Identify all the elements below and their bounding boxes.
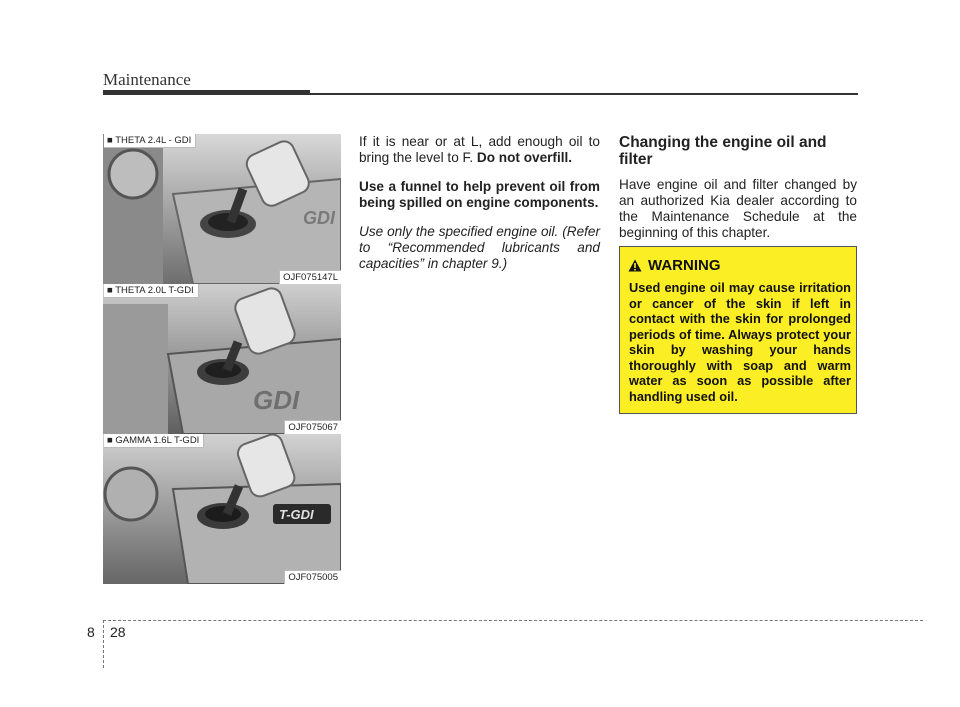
photo-code: OJF075147L [279, 270, 341, 284]
oil-change-section [619, 134, 857, 241]
svg-text:GDI: GDI [253, 385, 300, 415]
warning-text: Used engine oil may cause irritation or cancer of the skin if left in contact with the skin for prolonged periods of time. Always protect your skin by washing your hands thoroughly with soap and warm water as soon as possible after handling used oil. [629, 280, 851, 404]
photo-label: ■ GAMMA 1.6L T-GDI [104, 434, 204, 448]
section-heading: Changing the engine oil and filter [619, 134, 827, 168]
photo-code: OJF075005 [284, 570, 341, 584]
warning-header [628, 257, 721, 274]
engine-illustration [103, 134, 341, 284]
running-header: Maintenance [103, 70, 191, 89]
engine-illustration [103, 284, 341, 434]
photo-code: OJF075067 [284, 420, 341, 434]
section-body: Have engine oil and filter changed by an authorized Kia dealer according to the Maintenance Schedule at the beginning of this chapter. [619, 177, 857, 240]
fill-instruction: If it is near or at L, add enough oil to bring the level to F. Do not overfill. [359, 134, 600, 165]
svg-text:GDI: GDI [303, 208, 336, 228]
engine-illustration [103, 434, 341, 584]
header-rule-thin [310, 93, 858, 95]
oil-spec-note: Use only the specified engine oil. (Refer to “Recommended lubricants and capacities” in chapter 9.) [359, 224, 600, 271]
footer-vertical-rule [103, 620, 104, 668]
warning-title: WARNING [648, 257, 721, 274]
funnel-instruction: Use a funnel to help prevent oil from being spilled on engine components. [359, 179, 600, 210]
chapter-number: 8 [87, 624, 95, 640]
engine-photo-theta-20 [103, 284, 341, 434]
warning-triangle-icon [628, 259, 642, 272]
instructions-column [359, 134, 600, 285]
footer-rule [103, 620, 923, 621]
page-number: 28 [110, 624, 126, 640]
engine-photo-theta-24 [103, 134, 341, 284]
svg-text:T-GDI: T-GDI [279, 507, 314, 522]
photo-label: ■ THETA 2.0L T-GDI [104, 284, 199, 298]
photo-label: ■ THETA 2.4L - GDI [104, 134, 196, 148]
warning-box [619, 246, 857, 414]
header-rule-thick [103, 90, 310, 95]
engine-photo-gamma-16 [103, 434, 341, 584]
